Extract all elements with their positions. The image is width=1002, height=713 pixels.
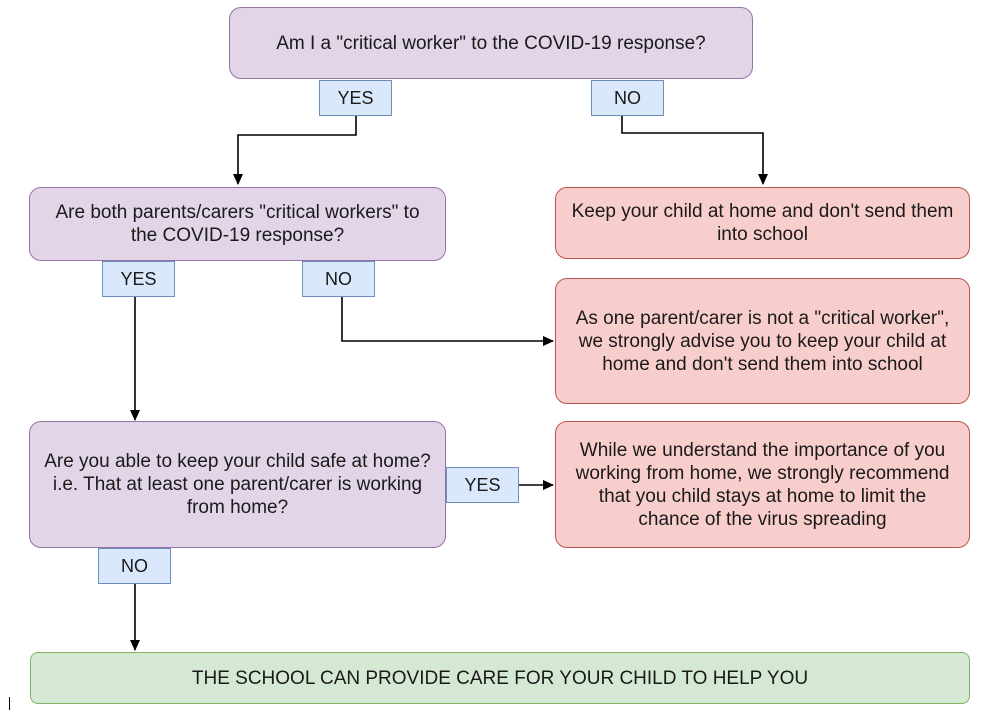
question-keep-child-safe — [29, 421, 446, 548]
label-q1-yes-text: YES — [337, 87, 374, 108]
label-q3-no-text: NO — [121, 555, 148, 576]
label-q1-no — [591, 80, 664, 116]
outcome-one-parent-not-critical-text: As one parent/carer is not a "critical worker", we strongly advise you to keep your child at home and don't send them into school — [575, 307, 950, 375]
outcome-one-parent-not-critical — [555, 278, 970, 404]
arrow-q2-no-to-one-parent — [342, 297, 553, 341]
outcome-school-care-text: THE SCHOOL CAN PROVIDE CARE FOR YOUR CHILD TO HELP YOU — [191, 667, 809, 689]
outcome-working-from-home — [555, 421, 970, 548]
outcome-working-from-home-text: While we understand the importance of you working from home, we strongly recommend that you child stays at home to limit the chance of the virus spreading — [575, 439, 950, 530]
label-q1-no-text: NO — [614, 87, 641, 108]
label-q2-no-text: NO — [325, 268, 352, 289]
label-q2-yes-text: YES — [120, 268, 157, 289]
label-q3-yes-text: YES — [464, 474, 501, 495]
label-q3-no — [98, 548, 171, 584]
question-keep-child-safe-detail: i.e. That at least one parent/carer is working from home? — [52, 474, 423, 518]
label-q3-yes — [446, 467, 519, 503]
question-both-parents — [29, 187, 446, 261]
outcome-school-care — [30, 652, 970, 704]
arrow-q1-yes-to-q2 — [238, 116, 356, 184]
question-both-parents-text: Are both parents/carers "critical workers" to the COVID-19 response? — [55, 202, 420, 246]
label-q2-yes — [102, 261, 175, 297]
text-cursor — [9, 697, 10, 710]
question-critical-worker-text: Am I a "critical worker" to the COVID-19 response? — [276, 32, 706, 54]
question-keep-child-safe-text: Are you able to keep your child safe at home? — [44, 451, 431, 472]
label-q2-no — [302, 261, 375, 297]
question-critical-worker — [229, 7, 753, 79]
outcome-keep-child-home — [555, 187, 970, 259]
label-q1-yes — [319, 80, 392, 116]
outcome-keep-child-home-text: Keep your child at home and don't send them into school — [571, 201, 954, 245]
arrow-q1-no-to-keep-home — [622, 116, 763, 184]
